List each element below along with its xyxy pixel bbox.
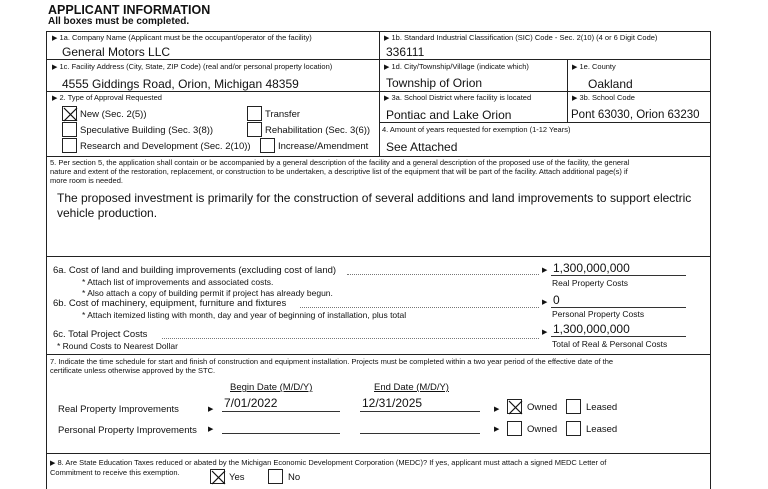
field-1a-label: ▶ 1a. Company Name (Applicant must be the occupant/operator of the facility) xyxy=(52,33,312,42)
cost-6b-label: 6b. Cost of machinery, equipment, furniture and fixtures xyxy=(53,298,287,309)
triangle-right-icon: ▶ xyxy=(52,64,58,71)
field-3a-label: ▶ 3a. School District where facility is located xyxy=(384,93,532,102)
triangle-right-icon: ▶ xyxy=(542,267,548,274)
rehabilitation-label: Rehabilitation (Sec. 3(6)) xyxy=(265,125,371,136)
total-cost-caption: Total of Real & Personal Costs xyxy=(552,339,668,349)
increase-checkbox[interactable] xyxy=(260,138,275,153)
project-description-field[interactable]: The proposed investment is primarily for the construction of several additions and land improvements to support electric vehicle production. xyxy=(57,191,692,220)
cost-6c-label: 6c. Total Project Costs xyxy=(53,329,148,340)
cost-6a-note-2: * Also attach a copy of building permit if project has already begun. xyxy=(82,288,333,298)
medc-no-checkbox[interactable] xyxy=(268,469,283,484)
personal-property-improvements-label: Personal Property Improvements xyxy=(58,425,197,436)
research-checkbox[interactable] xyxy=(62,138,77,153)
real-property-improvements-label: Real Property Improvements xyxy=(58,404,179,415)
end-date-header: End Date (M/D/Y) xyxy=(374,382,449,393)
medc-yes-label: Yes xyxy=(229,472,245,483)
x-mark-icon xyxy=(63,107,78,122)
cost-6a-note-1: * Attach list of improvements and associated costs. xyxy=(82,277,274,287)
triangle-right-icon: ▶ xyxy=(572,64,578,71)
transfer-label: Transfer xyxy=(265,109,301,120)
township-field[interactable]: Township of Orion xyxy=(386,76,483,90)
rehabilitation-checkbox[interactable] xyxy=(247,122,262,137)
section-5-instructions: 5. Per section 5, the application shall contain or be accompanied by a general description of the facility and a general description of the proposed use of the facility, the general nature and extent of the restoration, replacement, or construction to be undertaken, a descriptive list of the equipment that will be part of the facility. Attach additional page(s) if more room is needed. xyxy=(50,158,630,185)
field-3b-label: ▶ 3b. School Code xyxy=(572,93,635,102)
field-2-label: ▶ 2. Type of Approval Requested xyxy=(52,93,162,102)
facility-address-field[interactable]: 4555 Giddings Road, Orion, Michigan 48359 xyxy=(62,77,299,91)
triangle-right-icon: ▶ xyxy=(572,95,578,102)
real-property-caption: Real Property Costs xyxy=(552,278,629,288)
real-leased-label: Leased xyxy=(586,402,618,413)
medc-yes-checkbox[interactable] xyxy=(210,469,225,484)
personal-leased-checkbox[interactable] xyxy=(566,421,581,436)
triangle-right-icon: ▶ xyxy=(52,95,58,102)
triangle-right-icon: ▶ xyxy=(208,406,214,413)
section-8-question: ▶ 8. Are State Education Taxes reduced or abated by the Michigan Economic Development Corporation (MEDC)? If yes, applicant must attach a signed MEDC Letter of Commitment to receive this exemption. xyxy=(50,458,607,477)
county-field[interactable]: Oakland xyxy=(588,77,633,91)
section-7-instructions: 7. Indicate the time schedule for start and finish of construction and equipment installation. Projects must be completed within a two year period of the effective date of the certificate unless otherwise approved by the STC. xyxy=(50,357,614,375)
field-1b-label: ▶ 1b. Standard Industrial Classification (SIC) Code - Sec. 2(10) (4 or 6 Digit Code) xyxy=(384,33,658,42)
school-code-field[interactable]: Pont 63030, Orion 63230 xyxy=(571,109,700,121)
school-district-field[interactable]: Pontiac and Lake Orion xyxy=(386,108,512,122)
triangle-right-icon: ▶ xyxy=(542,329,548,336)
personal-owned-label: Owned xyxy=(527,424,558,435)
page-title: APPLICANT INFORMATION xyxy=(48,3,211,17)
new-checkbox[interactable] xyxy=(62,106,77,121)
triangle-right-icon: ▶ xyxy=(384,95,390,102)
x-mark-icon xyxy=(211,470,226,485)
triangle-right-icon: ▶ xyxy=(384,64,390,71)
real-begin-date-field[interactable]: 7/01/2022 xyxy=(224,396,278,410)
personal-property-caption: Personal Property Costs xyxy=(552,309,645,319)
sic-code-field[interactable]: 336111 xyxy=(386,45,425,59)
research-label: Research and Development (Sec. 2(10)) xyxy=(80,141,251,152)
transfer-checkbox[interactable] xyxy=(247,106,262,121)
personal-owned-checkbox[interactable] xyxy=(507,421,522,436)
increase-label: Increase/Amendment xyxy=(278,141,369,152)
triangle-right-icon: ▶ xyxy=(208,426,214,433)
medc-no-label: No xyxy=(288,472,301,483)
triangle-right-icon: ▶ xyxy=(494,426,500,433)
x-mark-icon xyxy=(508,400,523,415)
personal-leased-label: Leased xyxy=(586,424,618,435)
real-property-cost-field[interactable]: 1,300,000,000 xyxy=(553,261,630,275)
triangle-right-icon: ▶ xyxy=(494,406,500,413)
cost-6c-note: * Round Costs to Nearest Dollar xyxy=(57,341,178,351)
cost-6a-label: 6a. Cost of land and building improvements (excluding cost of land) xyxy=(53,265,337,276)
field-4-label: 4. Amount of years requested for exemption (1-12 Years) xyxy=(382,125,571,134)
total-project-cost-field[interactable]: 1,300,000,000 xyxy=(553,322,630,336)
new-label: New (Sec. 2(5)) xyxy=(80,109,147,120)
field-1c-label: ▶ 1c. Facility Address (City, State, ZIP Code) (real and/or personal property location) xyxy=(52,62,333,71)
real-leased-checkbox[interactable] xyxy=(566,399,581,414)
real-end-date-field[interactable]: 12/31/2025 xyxy=(362,396,423,410)
speculative-checkbox[interactable] xyxy=(62,122,77,137)
triangle-right-icon: ▶ xyxy=(542,299,548,306)
field-1d-label: ▶ 1d. City/Township/Village (indicate which) xyxy=(384,62,529,71)
page-subtitle: All boxes must be completed. xyxy=(48,16,190,27)
triangle-right-icon: ▶ xyxy=(52,35,58,42)
exemption-years-field[interactable]: See Attached xyxy=(386,140,458,154)
real-owned-checkbox[interactable] xyxy=(507,399,522,414)
begin-date-header: Begin Date (M/D/Y) xyxy=(230,382,313,393)
triangle-right-icon: ▶ xyxy=(50,460,56,467)
field-1e-label: ▶ 1e. County xyxy=(572,62,616,71)
triangle-right-icon: ▶ xyxy=(384,35,390,42)
personal-property-cost-field[interactable]: 0 xyxy=(553,293,560,307)
company-name-field[interactable]: General Motors LLC xyxy=(62,45,171,59)
cost-6b-note: * Attach itemized listing with month, day and year of beginning of installation, plus total xyxy=(82,310,407,320)
real-owned-label: Owned xyxy=(527,402,558,413)
speculative-label: Speculative Building (Sec. 3(8)) xyxy=(80,125,214,136)
